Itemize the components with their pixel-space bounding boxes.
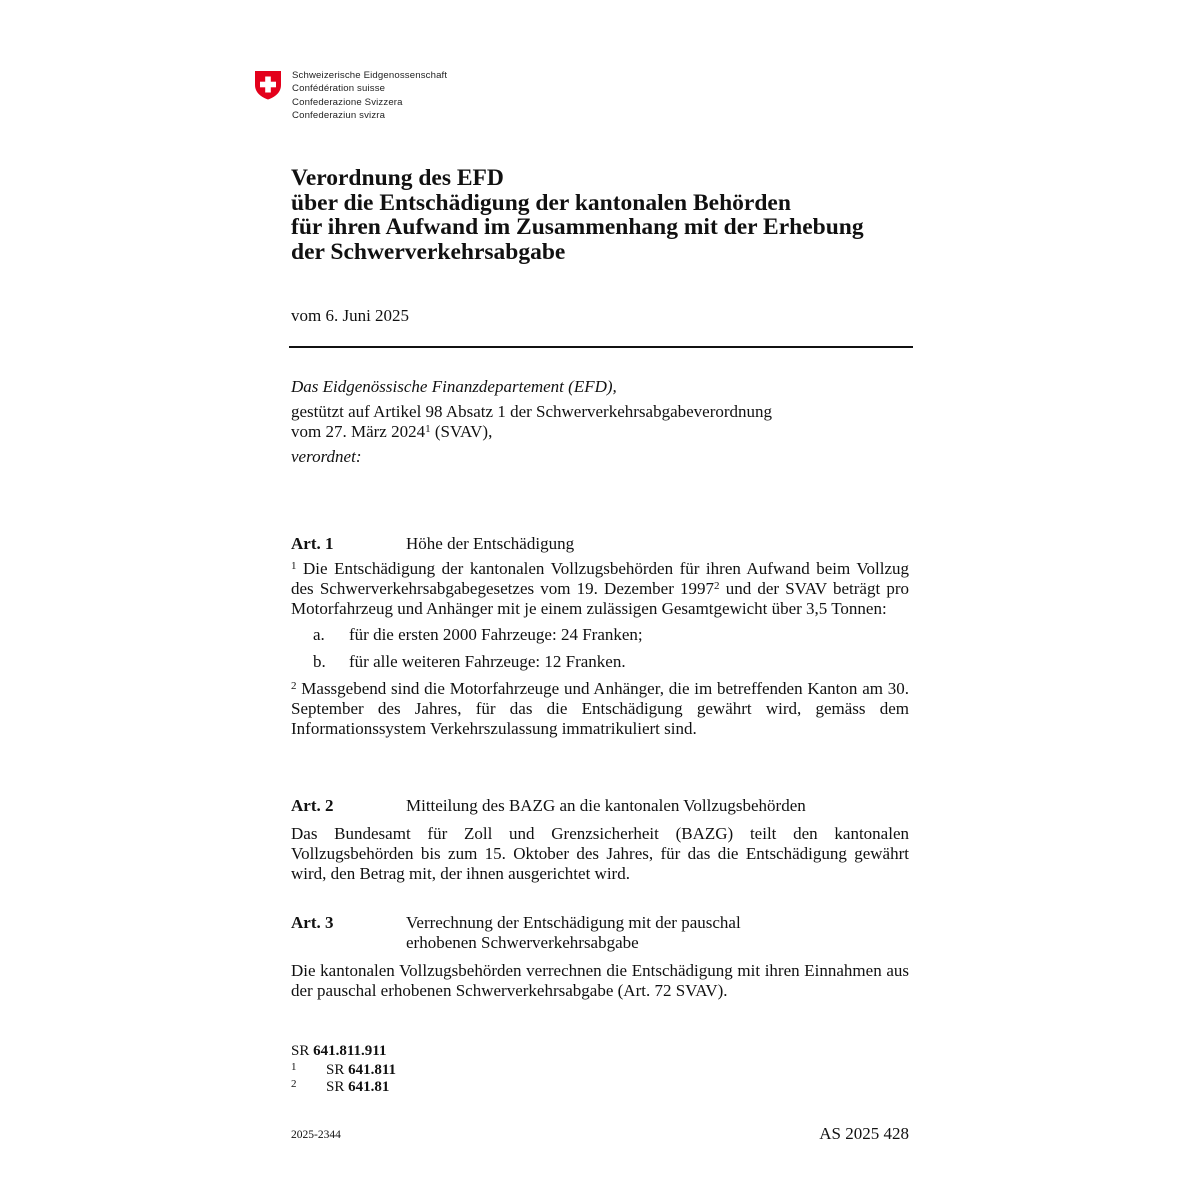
title-line: für ihren Aufwand im Zusammenhang mit der Erhebung xyxy=(291,214,864,240)
footnote-ref-value[interactable]: 641.81 xyxy=(348,1079,390,1095)
confederation-name-de: Schweizerische Eidgenossenschaft xyxy=(292,70,448,81)
article-title-line: Verrechnung der Entschädigung mit der pauschal xyxy=(406,913,741,932)
article-title-line: erhobenen Schwerverkehrsabgabe xyxy=(406,933,639,952)
list-marker: a. xyxy=(313,625,325,644)
paragraph xyxy=(291,559,909,619)
article-title xyxy=(406,913,906,953)
footnote-text xyxy=(326,1062,396,1079)
issuing-authority: Das Eidgenössische Finanzdepartement (EFD), xyxy=(291,377,617,396)
legal-basis xyxy=(291,402,911,442)
article-1 xyxy=(291,534,909,739)
list-text: für alle weiteren Fahrzeuge: 12 Franken. xyxy=(349,652,626,671)
title-line: über die Entschädigung der kantonalen Behörden xyxy=(291,189,791,216)
title-line: der Schwerverkehrsabgabe xyxy=(291,238,566,265)
footnote-text xyxy=(326,1079,389,1096)
article-number: Art. 1 xyxy=(291,534,334,553)
sr-value: 641.811.911 xyxy=(313,1043,387,1059)
confederation-name-fr: Confédération suisse xyxy=(292,83,386,95)
article-3 xyxy=(291,913,909,1001)
paragraph-number: 2 xyxy=(291,680,297,692)
article-title: Höhe der Entschädigung xyxy=(406,534,575,553)
sr-label: SR xyxy=(291,1043,314,1059)
official-compilation-reference: AS 2025 428 xyxy=(819,1124,909,1143)
footnote-ref[interactable]: 2 xyxy=(714,580,720,592)
footnote-number: 1 xyxy=(291,1061,297,1073)
legal-basis-line2: vom 27. März 2024 xyxy=(291,422,426,441)
swiss-cross-icon xyxy=(253,70,283,100)
title-line: Verordnung des EFD xyxy=(291,165,504,191)
footnotes xyxy=(291,1043,397,1096)
article-number: Art. 2 xyxy=(291,796,334,815)
ordinance-title xyxy=(291,166,931,264)
list-item xyxy=(291,652,909,672)
article-title: Mitteilung des BAZG an die kantonalen Vollzugsbehörden xyxy=(406,796,806,815)
article-number: Art. 3 xyxy=(291,913,334,932)
paragraph: Die kantonalen Vollzugsbehörden verrechnen die Entschädigung mit ihren Einnahmen aus der pauschal erhobenen Schwerverkehrsabgabe (Art. 72 SVAV). xyxy=(291,961,909,1000)
document-number: 2025-2344 xyxy=(291,1129,341,1141)
list-item xyxy=(291,625,909,645)
article-heading xyxy=(291,534,909,554)
footnote-label: SR xyxy=(326,1079,349,1095)
legal-basis-line1: gestützt auf Artikel 98 Absatz 1 der Schwerverkehrsabgabeverordnung xyxy=(291,402,773,421)
footnote xyxy=(291,1078,390,1096)
title-divider xyxy=(289,346,913,348)
footnote-ref-value[interactable]: 641.811 xyxy=(348,1062,397,1078)
list-text: für die ersten 2000 Fahrzeuge: 24 Franken; xyxy=(349,625,643,644)
ordinance-date: vom 6. Juni 2025 xyxy=(291,306,410,325)
enacting-clause: verordnet: xyxy=(291,447,362,466)
list-marker: b. xyxy=(313,652,326,671)
sr-number xyxy=(291,1043,386,1060)
confederation-name-it: Confederazione Svizzera xyxy=(292,96,403,108)
paragraph-text: Massgebend sind die Motorfahrzeuge und Anhänger, die im betreffenden Kanton am 30. September des Jahres, für das die Entschädigung gewährt wird, gemäss dem Informationssystem Verkehrszulassung immatrikuliert sind. xyxy=(291,679,909,738)
paragraph-number: 1 xyxy=(291,560,297,572)
paragraph xyxy=(291,679,909,739)
article-heading xyxy=(291,796,909,816)
confederation-names xyxy=(292,69,447,122)
footnote-ref[interactable]: 1 xyxy=(425,423,431,435)
article-heading xyxy=(291,913,909,953)
footnote-label: SR xyxy=(326,1062,349,1078)
preamble xyxy=(291,377,911,467)
enumeration xyxy=(291,625,909,672)
paragraph: Das Bundesamt für Zoll und Grenzsicherheit (BAZG) teilt den kantonalen Vollzugsbehörden bis zum 15. Oktober des Jahres, für das die Entschädigung gewährt wird, den Betrag mit, der ihnen ausgerichtet wird. xyxy=(291,824,909,883)
article-2 xyxy=(291,796,909,884)
confederation-name-rm: Confederaziun svizra xyxy=(292,109,386,121)
footnote xyxy=(291,1061,397,1079)
paragraph-text: und der SVAV beträgt pro Motorfahrzeug und Anhänger mit je einem zulässigen Gesamtgewicht über 3,5 Tonnen: xyxy=(291,579,909,618)
paragraph-text: Die Entschädigung der kantonalen Vollzugsbehörden für ihren Aufwand beim Vollzug des Schwerverkehrsabgabegesetzes vom 19. Dezember 1997 xyxy=(291,559,909,598)
footnote-number: 2 xyxy=(291,1078,297,1090)
legal-basis-line2-end: (SVAV), xyxy=(430,422,493,441)
